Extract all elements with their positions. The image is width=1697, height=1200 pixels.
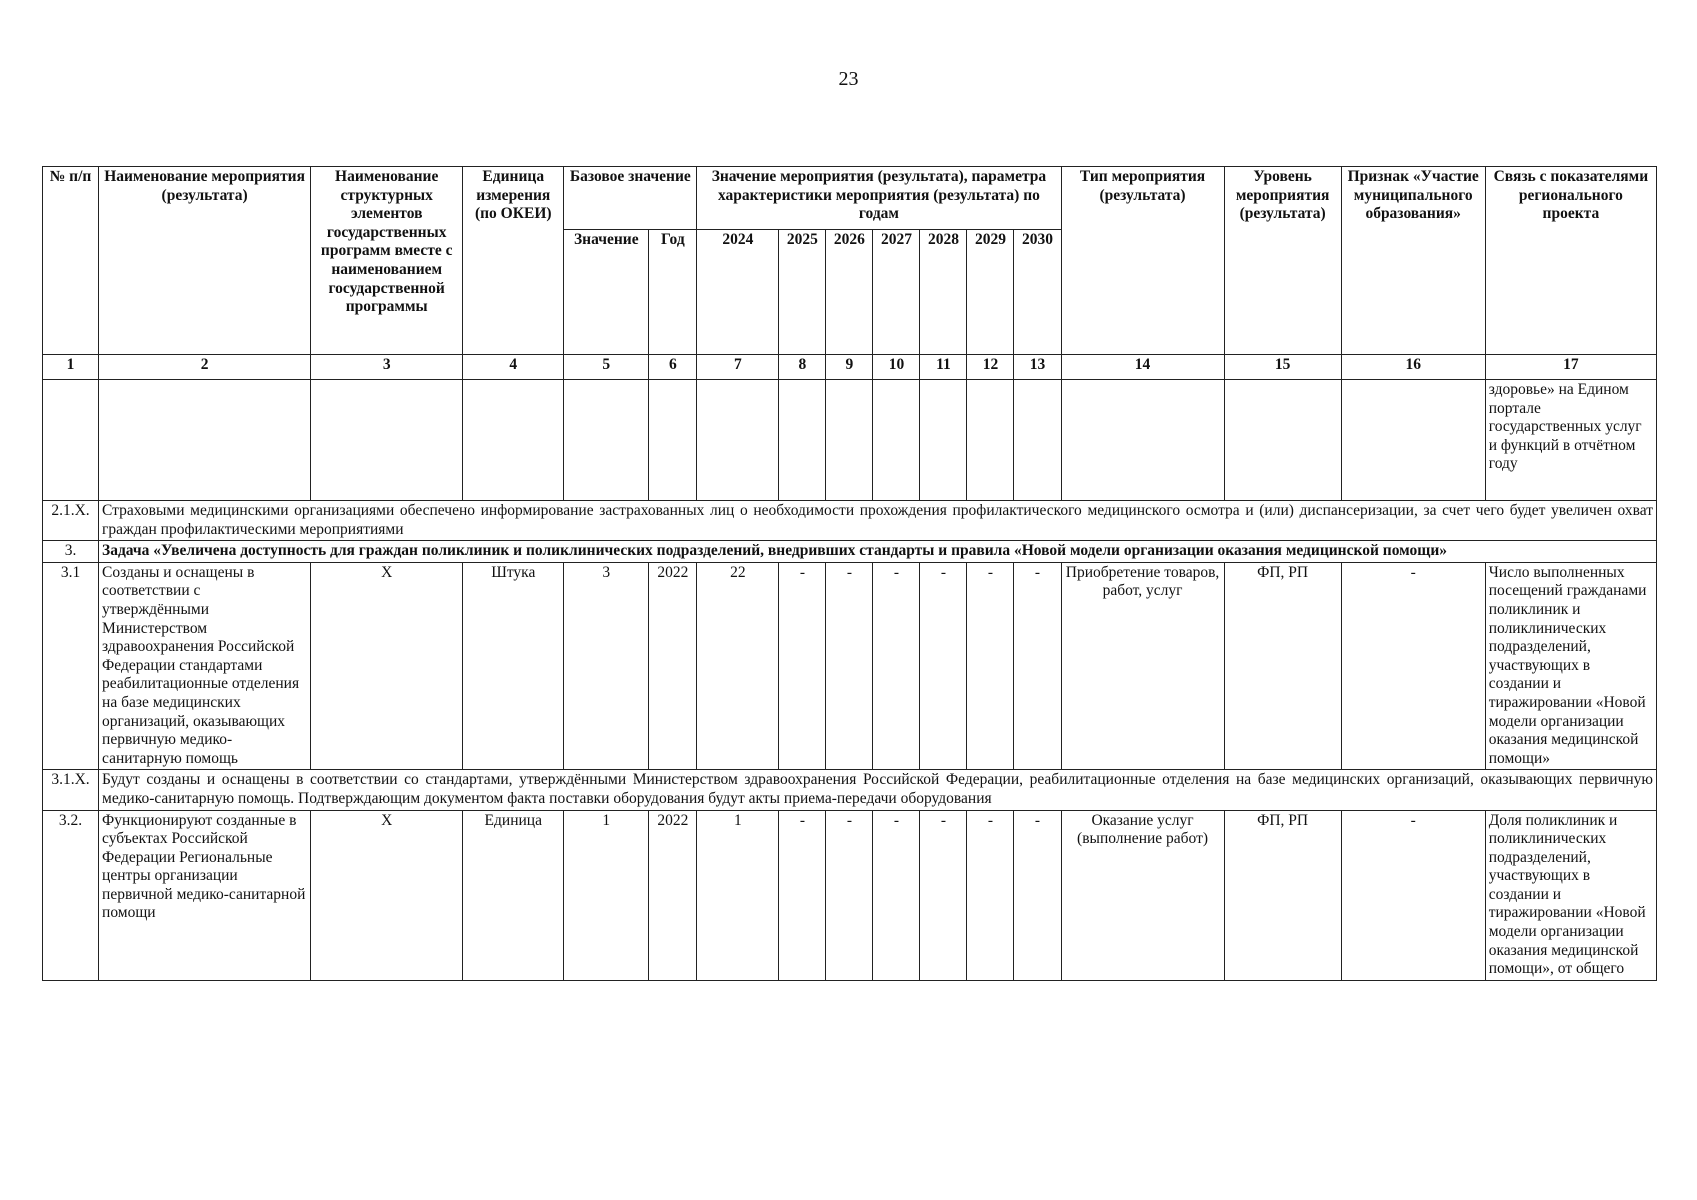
value-2024: 22 (697, 562, 779, 770)
value-2028: - (920, 810, 967, 980)
base-year: 2022 (649, 562, 697, 770)
activities-table (42, 166, 1657, 981)
structural-element: X (311, 810, 463, 980)
municipal-participation: - (1341, 562, 1485, 770)
municipal-participation: - (1341, 810, 1485, 980)
continuation-row (43, 380, 1657, 501)
header-year-2030: 2030 (1014, 230, 1061, 355)
column-number-row (43, 355, 1657, 380)
header-year-2024: 2024 (697, 230, 779, 355)
row-number: 2.1.X. (43, 501, 99, 541)
column-number: 2 (99, 355, 311, 380)
value-2029: - (967, 562, 1014, 770)
column-number: 15 (1224, 355, 1341, 380)
value-2024: 1 (697, 810, 779, 980)
base-value: 3 (564, 562, 649, 770)
table-row (43, 501, 1657, 541)
activity-type: Оказание услуг (выполнение работ) (1061, 810, 1224, 980)
header-activity-name: Наименование мероприятия (результата) (99, 167, 311, 355)
column-number: 4 (463, 355, 564, 380)
header-link-indicators: Связь с показателями регионального проекта (1485, 167, 1656, 355)
header-activity-type: Тип мероприятия (результата) (1061, 167, 1224, 355)
value-2026: - (826, 810, 873, 980)
column-number: 6 (649, 355, 697, 380)
header-base-value-value: Значение (564, 230, 649, 355)
header-year-2029: 2029 (967, 230, 1014, 355)
column-number: 10 (873, 355, 920, 380)
unit: Единица (463, 810, 564, 980)
header-base-value-year: Год (649, 230, 697, 355)
header-row (43, 167, 1657, 230)
header-year-2028: 2028 (920, 230, 967, 355)
continuation-link-text: здоровье» на Едином портале государственных услуг и функций в отчётном году (1485, 380, 1656, 501)
linked-indicator: Доля поликлиник и поликлинических подразделений, участвующих в создании и тиражировании «Новой модели организации оказания медицинской помощи», от общего (1485, 810, 1656, 980)
row-number: 3.2. (43, 810, 99, 980)
table-row (43, 770, 1657, 810)
column-number: 7 (697, 355, 779, 380)
value-2029: - (967, 810, 1014, 980)
column-number: 3 (311, 355, 463, 380)
header-year-2026: 2026 (826, 230, 873, 355)
activity-level: ФП, РП (1224, 562, 1341, 770)
header-year-2027: 2027 (873, 230, 920, 355)
unit: Штука (463, 562, 564, 770)
column-number: 12 (967, 355, 1014, 380)
column-number: 14 (1061, 355, 1224, 380)
column-number: 8 (779, 355, 826, 380)
header-year-2025: 2025 (779, 230, 826, 355)
column-number: 16 (1341, 355, 1485, 380)
base-year: 2022 (649, 810, 697, 980)
page-number: 23 (838, 68, 859, 90)
header-activity-level: Уровень мероприятия (результата) (1224, 167, 1341, 355)
value-2027: - (873, 562, 920, 770)
column-number: 13 (1014, 355, 1061, 380)
column-number: 17 (1485, 355, 1656, 380)
value-2025: - (779, 810, 826, 980)
activity-name: Функционируют созданные в субъектах Российской Федерации Региональные центры организации первичной медико-санитарной помощи (99, 810, 311, 980)
row-description: Страховыми медицинскими организациями обеспечено информирование застрахованных лиц о необходимости прохождения профилактического медицинского осмотра и (или) диспансеризации, за счет чего будет увеличен охват граждан профилактическими мероприятиями (99, 501, 1657, 541)
activity-level: ФП, РП (1224, 810, 1341, 980)
activity-name: Созданы и оснащены в соответствии с утверждёнными Министерством здравоохранения Российской Федерации стандартами реабилитационные отделения на базе медицинских организаций, оказывающих первичную медико-санитарную помощь (99, 562, 311, 770)
column-number: 5 (564, 355, 649, 380)
table-row (43, 810, 1657, 980)
activity-type: Приобретение товаров, работ, услуг (1061, 562, 1224, 770)
value-2026: - (826, 562, 873, 770)
column-number: 1 (43, 355, 99, 380)
column-number: 9 (826, 355, 873, 380)
value-2028: - (920, 562, 967, 770)
column-number: 11 (920, 355, 967, 380)
value-2030: - (1014, 810, 1061, 980)
task-title: Задача «Увеличена доступность для граждан поликлиник и поликлинических подразделений, внедривших стандарты и правила «Новой модели организации оказания медицинской помощи» (99, 541, 1657, 563)
row-number: 3. (43, 541, 99, 563)
header-municipal-participation: Признак «Участие муниципального образования» (1341, 167, 1485, 355)
value-2027: - (873, 810, 920, 980)
table-row (43, 541, 1657, 563)
base-value: 1 (564, 810, 649, 980)
linked-indicator: Число выполненных посещений гражданами поликлиник и поликлинических подразделений, участвующих в создании и тиражировании «Новой модели организации оказания медицинской помощи» (1485, 562, 1656, 770)
header-values-by-year: Значение мероприятия (результата), параметра характеристики мероприятия (результата) по годам (697, 167, 1061, 230)
row-number: 3.1.X. (43, 770, 99, 810)
table-row (43, 562, 1657, 770)
header-structural-elements: Наименование структурных элементов государственных программ вместе с наименованием государственной программы (311, 167, 463, 355)
header-base-value: Базовое значение (564, 167, 697, 230)
header-num: № п/п (43, 167, 99, 355)
row-number: 3.1 (43, 562, 99, 770)
structural-element: X (311, 562, 463, 770)
value-2030: - (1014, 562, 1061, 770)
row-description: Будут созданы и оснащены в соответствии со стандартами, утверждёнными Министерством здравоохранения Российской Федерации, реабилитационные отделения на базе медицинских организаций, оказывающих первичную медико-санитарную помощь. Подтверждающим документом факта поставки оборудования будут акты приема-передачи оборудования (99, 770, 1657, 810)
header-unit: Единица измерения (по ОКЕИ) (463, 167, 564, 355)
value-2025: - (779, 562, 826, 770)
